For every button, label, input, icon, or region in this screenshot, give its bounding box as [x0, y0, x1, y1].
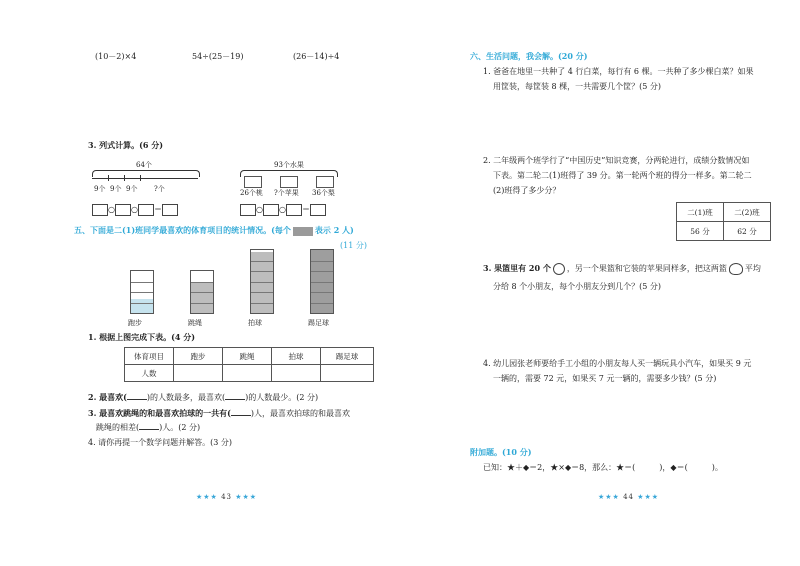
- table-cell: 62 分: [724, 222, 771, 241]
- equals-sign: ＝: [301, 205, 310, 214]
- bar-label: 跳绳: [188, 319, 202, 327]
- d1-part: 9个: [126, 185, 138, 193]
- bar-3: [250, 249, 274, 314]
- problem-2-line1: 2. 二年级两个班学行了“中国历史”知识竞赛，分两轮进行，成绩分数情况如: [483, 156, 750, 165]
- table-cell: 二(2)班: [724, 203, 771, 222]
- score-table: [676, 202, 771, 241]
- d1-part: 9个: [110, 185, 122, 193]
- bar-segment-line: [251, 292, 273, 293]
- answer-box[interactable]: [310, 204, 326, 216]
- peach-box-icon: [244, 176, 262, 188]
- bar-segment-line: [311, 292, 333, 293]
- problem-4-line2: 一辆的，需要 72 元，如果买 7 元一辆的，需要多少钱？(5 分): [493, 374, 717, 383]
- answer-box[interactable]: [240, 204, 256, 216]
- table-cell: 拍球: [272, 348, 321, 365]
- d2-total: 93个水果: [274, 161, 304, 169]
- bar-label: 踢足球: [308, 319, 329, 327]
- answer-blank[interactable]: [231, 407, 251, 416]
- page-footer-left: ★★★ 43 ★★★: [196, 493, 258, 501]
- bar-segment-line: [191, 292, 213, 293]
- bar-label: 跑步: [128, 319, 142, 327]
- page-footer-right: ★★★ 44 ★★★: [598, 493, 660, 501]
- bar-segment-line: [251, 282, 273, 283]
- bar-segment-line: [251, 261, 273, 262]
- bar-fill: [131, 299, 153, 313]
- basket-apple-icon: [729, 263, 743, 275]
- d2-part: ?个苹果: [274, 189, 299, 197]
- answer-cell[interactable]: [272, 365, 321, 382]
- answer-box[interactable]: [115, 204, 131, 216]
- d1-part: 9个: [94, 185, 106, 193]
- answer-box[interactable]: [162, 204, 178, 216]
- bar-segment-line: [311, 303, 333, 304]
- segment-diagram-1: [92, 160, 202, 200]
- apple-icon: [553, 263, 565, 275]
- apple-box-icon: [280, 176, 298, 188]
- bar-segment-line: [191, 282, 213, 283]
- q5-4: 4. 请你再提一个数学问题并解答。(3 分): [88, 438, 233, 447]
- answer-blank[interactable]: [139, 421, 159, 430]
- answer-blank[interactable]: [127, 391, 147, 400]
- bonus-title: 附加题。(10 分): [470, 447, 532, 457]
- expr-3: (26－14)÷4: [293, 52, 340, 61]
- bar-label: 拍球: [248, 319, 262, 327]
- answer-cell[interactable]: [321, 365, 374, 382]
- q5-3-cont: 跳绳的相差( )人。(2 分): [96, 423, 201, 432]
- bar-segment-line: [311, 271, 333, 272]
- answer-box[interactable]: [92, 204, 108, 216]
- table-cell: 跳绳: [223, 348, 272, 365]
- bar-segment-line: [311, 261, 333, 262]
- section5-score: (11 分): [340, 241, 367, 250]
- problem-2-line3: (2)班得了多少分？: [493, 186, 561, 195]
- bar-fill: [191, 282, 213, 314]
- bar-segment-line: [251, 303, 273, 304]
- d1-total: 64个: [136, 161, 152, 169]
- table-cell: 人数: [125, 365, 174, 382]
- page-number: 44: [623, 493, 634, 501]
- equals-sign: ＝: [153, 205, 162, 214]
- answer-box[interactable]: [263, 204, 279, 216]
- bonus-question: 已知：★＋◆＝2，★×◆＝8，那么：★＝( )，◆＝( )。: [483, 463, 723, 472]
- table-cell: 体育项目: [125, 348, 174, 365]
- section6-title: 六、生活问题，我会解。(20 分): [470, 51, 588, 61]
- d2-part: 26个桃: [240, 189, 263, 197]
- expr-2: 54÷(25－19): [192, 52, 244, 61]
- q5-3: 3. 最喜欢跳绳的和最喜欢拍球的一共有( )人，最喜欢拍球的和最喜欢: [88, 408, 351, 418]
- q5-1: 1. 根据上图完成下表。(4 分): [88, 332, 196, 342]
- bar-segment-line: [311, 282, 333, 283]
- problem-2-line2: 下表。第二轮二(1)班得了 39 分。第一轮两个班的得分一样多。第二轮二: [493, 171, 752, 180]
- table-cell: 56 分: [677, 222, 724, 241]
- table-cell: 踢足球: [321, 348, 374, 365]
- bar-segment-line: [131, 303, 153, 304]
- problem-3-line2: 分给 8 个小朋友，每个小朋友分到几个？(5 分): [493, 282, 662, 291]
- fruit-diagram-2: [240, 160, 340, 200]
- count-table: [124, 347, 374, 382]
- bar-segment-line: [191, 303, 213, 304]
- answer-cell[interactable]: [174, 365, 223, 382]
- legend-square-icon: [293, 227, 313, 236]
- answer-box[interactable]: [138, 204, 154, 216]
- d2-part: 36个梨: [312, 189, 335, 197]
- d1-part: ?个: [154, 185, 165, 193]
- bar-1: [130, 270, 154, 314]
- table-cell: 二(1)班: [677, 203, 724, 222]
- q5-2: 2. 最喜欢( )的人数最多，最喜欢( )的人数最少。(2 分): [88, 392, 319, 402]
- problem-1-line1: 1. 爸爸在地里一共种了 4 行白菜，每行有 6 棵。一共种了多少棵白菜？如果: [483, 67, 754, 76]
- bar-4: [310, 249, 334, 314]
- problem-4-line1: 4. 幼儿园张老师要给手工小组的小朋友每人买一辆玩具小汽车，如果买 9 元: [483, 359, 752, 368]
- answer-row-1: ○ ○ ＝: [92, 204, 178, 216]
- bar-segment-line: [131, 282, 153, 283]
- table-cell: 跑步: [174, 348, 223, 365]
- section5-title: 五、下面是二(1)班同学最喜欢的体育项目的统计情况。(每个 表示 2 人): [74, 225, 354, 235]
- bar-2: [190, 270, 214, 314]
- answer-cell[interactable]: [223, 365, 272, 382]
- bar-segment-line: [131, 292, 153, 293]
- pear-box-icon: [316, 176, 334, 188]
- q3-title: 3. 列式计算。(6 分): [88, 140, 164, 150]
- page-number: 43: [221, 493, 232, 501]
- expr-1: (10－2)×4: [95, 52, 137, 61]
- problem-1-line2: 用筐装，每筐装 8 棵，一共需要几个筐？(5 分): [493, 82, 662, 91]
- answer-row-2: ○ ○ ＝: [240, 204, 326, 216]
- answer-blank[interactable]: [225, 391, 245, 400]
- answer-box[interactable]: [286, 204, 302, 216]
- bar-segment-line: [251, 271, 273, 272]
- problem-3-line1: 3. 果篮里有 20 个 ，另一个果篮和它装的苹果同样多，把这两篮 平均: [483, 263, 761, 273]
